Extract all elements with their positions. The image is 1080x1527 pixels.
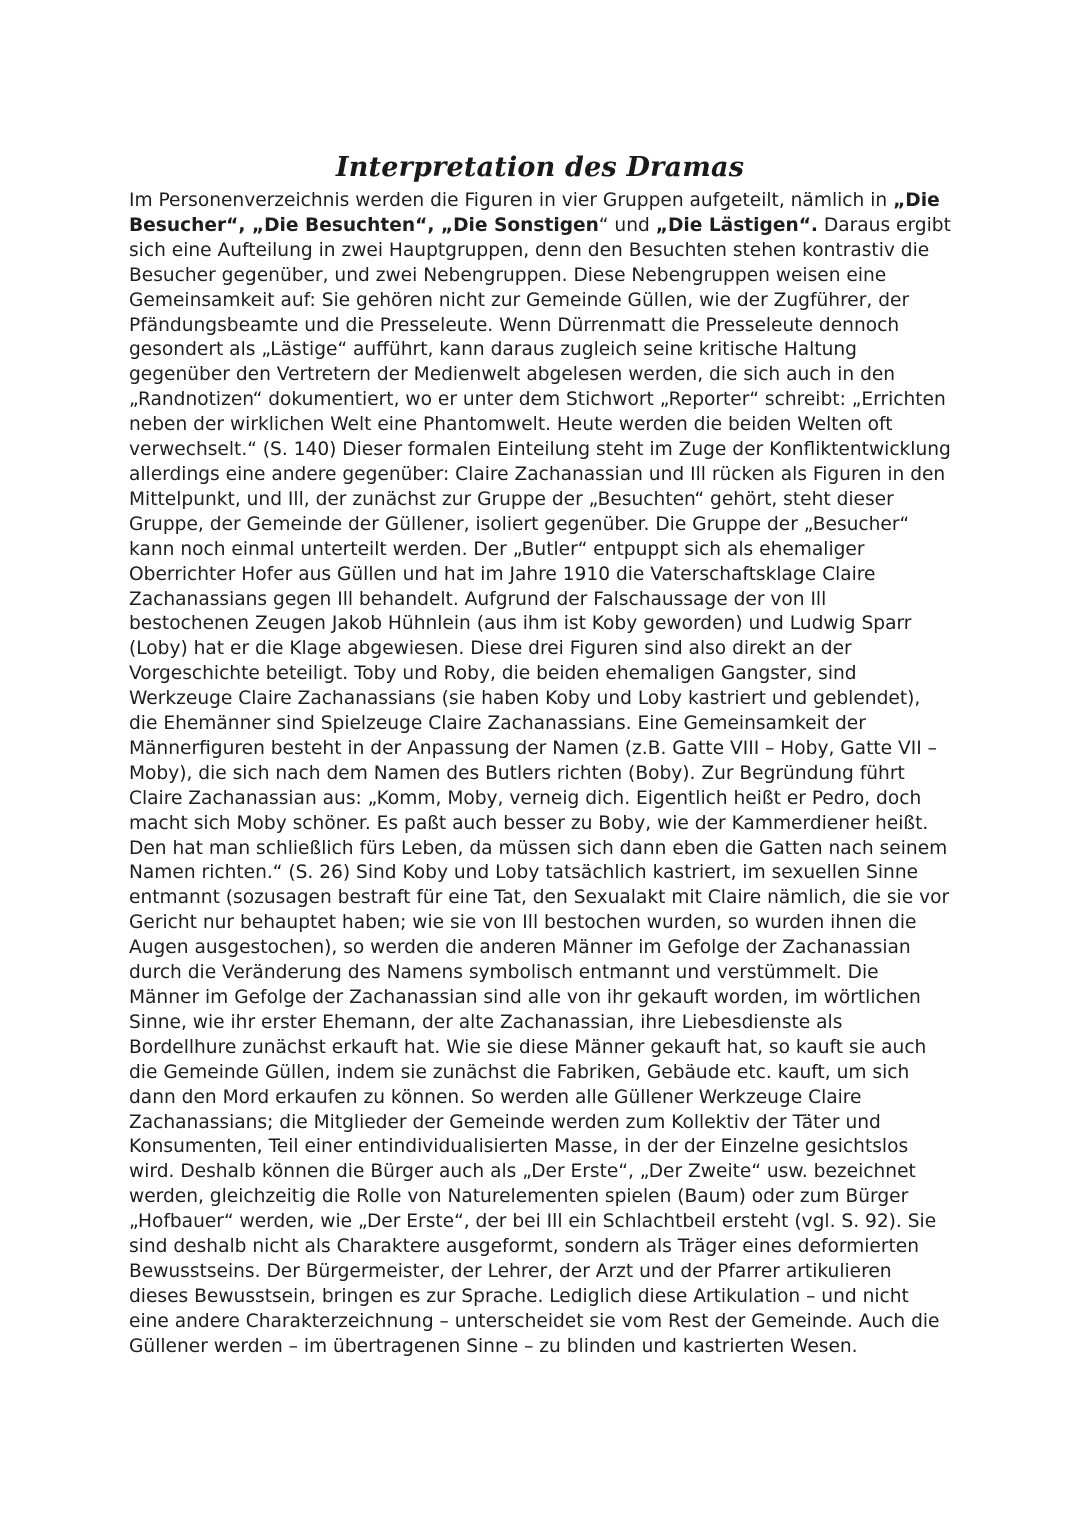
body-paragraph: [129, 189, 951, 1360]
separator-text: “ und: [598, 214, 656, 236]
group-besucher: „Die Besucher“: [129, 190, 940, 236]
group-sonstigen: „Die Sonstigen: [440, 214, 599, 236]
group-laestigen: „Die Lästigen“.: [655, 214, 818, 236]
separator-text: ,: [427, 214, 441, 236]
group-besuchten: „Die Besuchten“: [251, 214, 428, 236]
separator-text: ,: [238, 214, 252, 236]
body-text: Daraus ergibt sich eine Aufteilung in zwei Hauptgruppen, denn den Besuchten stehen kontrastiv die Besucher gegenüber, und zwei Nebengruppen. Diese Nebengruppen weisen eine Gemeinsamkeit auf: Sie gehören nicht zur Gemeinde Güllen, wie der Zugführer, der Pfändungsbeamte und die Presseleute. Wenn Dürrenmatt die Presseleute dennoch gesondert als „Lästige“ aufführt, kann daraus zugleich seine kritische Haltung gegenüber den Vertretern der Medienwelt abgelesen werden, die sich auch in den „Randnotizen“ dokumentiert, wo er unter dem Stichwort „Reporter“ schreibt: „Errichten neben der wirklichen Welt eine Phantomwelt. Heute werden die beiden Welten oft verwechselt.“ (S. 140) Dieser formalen Einteilung steht im Zuge der Konfliktentwicklung allerdings eine andere gegenüber: Claire Zachanassian und Ill rücken als Figuren in den Mittelpunkt, und Ill, der zunächst zur Gruppe der „Besuchten“ gehört, steht dieser Gruppe, der Gemeinde der Güllener, isoliert gegenüber. Die Gruppe der „Besucher“ kann noch einmal unterteilt werden. Der „Butler“ entpuppt sich als ehemaliger Oberrichter Hofer aus Güllen und hat im Jahre 1910 die Vaterschaftsklage Claire Zachanassians gegen Ill behandelt. Aufgrund der Falschaussage der von Ill bestochenen Zeugen Jakob Hühnlein (aus ihm ist Koby geworden) und Ludwig Sparr (Loby) hat er die Klage abgewiesen. Diese drei Figuren sind also direkt an der Vorgeschichte beteiligt. Toby und Roby, die beiden ehemaligen Gangster, sind Werkzeuge Claire Zachanassians (sie haben Koby und Loby kastriert und geblendet), die Ehemänner sind Spielzeuge Claire Zachanassians. Eine Gemeinsamkeit der Männerfiguren besteht in der Anpassung der Namen (z.B. Gatte VIII – Hoby, Gatte VII – Moby), die sich nach dem Namen des Butlers richten (Boby). Zur Begründung führt Claire Zachanassian aus: „Komm, Moby, verneig dich. Eigentlich heißt er Pedro, doch macht sich Moby schöner. Es paßt auch besser zu Boby, wie der Kammerdiener heißt. Den hat man schließlich fürs Leben, da müssen sich dann eben die Gatten nach seinem Namen richten.“ (S. 26) Sind Koby und Loby tatsächlich kastriert, im sexuellen Sinne entmannt (sozusagen bestraft für eine Tat, den Sexualakt mit Claire nämlich, die sie vor Gericht nur behauptet haben; wie sie von Ill bestochen wurden, so wurden ihnen die Augen ausgestochen), so werden die anderen Männer im Gefolge der Zachanassian durch die Veränderung des Namens symbolisch entmannt und verstümmelt. Die Männer im Gefolge der Zachanassian sind alle von ihr gekauft worden, im wörtlichen Sinne, wie ihr erster Ehemann, der alte Zachanassian, ihre Liebesdienste als Bordellhure zunächst erkauft hat. Wie sie diese Männer gekauft hat, so kauft sie auch die Gemeinde Güllen, indem sie zunächst die Fabriken, Gebäude etc. kauft, um sich dann den Mord erkaufen zu können. So werden alle Güllener Werkzeuge Claire Zachanassians; die Mitglieder der Gemeinde werden zum Kollektiv der Täter und Konsumenten, Teil einer entindividualisierten Masse, in der der Einzelne gesichtslos wird. Deshalb können die Bürger auch als „Der Erste“, „Der Zweite“ usw. bezeichnet werden, gleichzeitig die Rolle von Naturelementen spielen (Baum) oder zum Bürger „Hofbauer“ werden, wie „Der Erste“, der bei Ill ein Schlachtbeil ersteht (vgl. S. 92). Sie sind deshalb nicht als Charaktere ausgeformt, sondern als Träger eines deformierten Bewusstseins. Der Bürgermeister, der Lehrer, der Arzt und der Pfarrer artikulieren dieses Bewusstsein, bringen es zur Sprache. Lediglich diese Artikulation – und nicht eine andere Charakterzeichnung – unterscheidet sie vom Rest der Gemeinde. Auch die Güllener werden – im übertragenen Sinne – zu blinden und kastrierten Wesen.: [129, 214, 951, 1357]
document-title: Interpretation des Dramas: [335, 152, 745, 184]
intro-text: Im Personenverzeichnis werden die Figuren in vier Gruppen aufgeteilt, nämlich in: [129, 190, 894, 211]
